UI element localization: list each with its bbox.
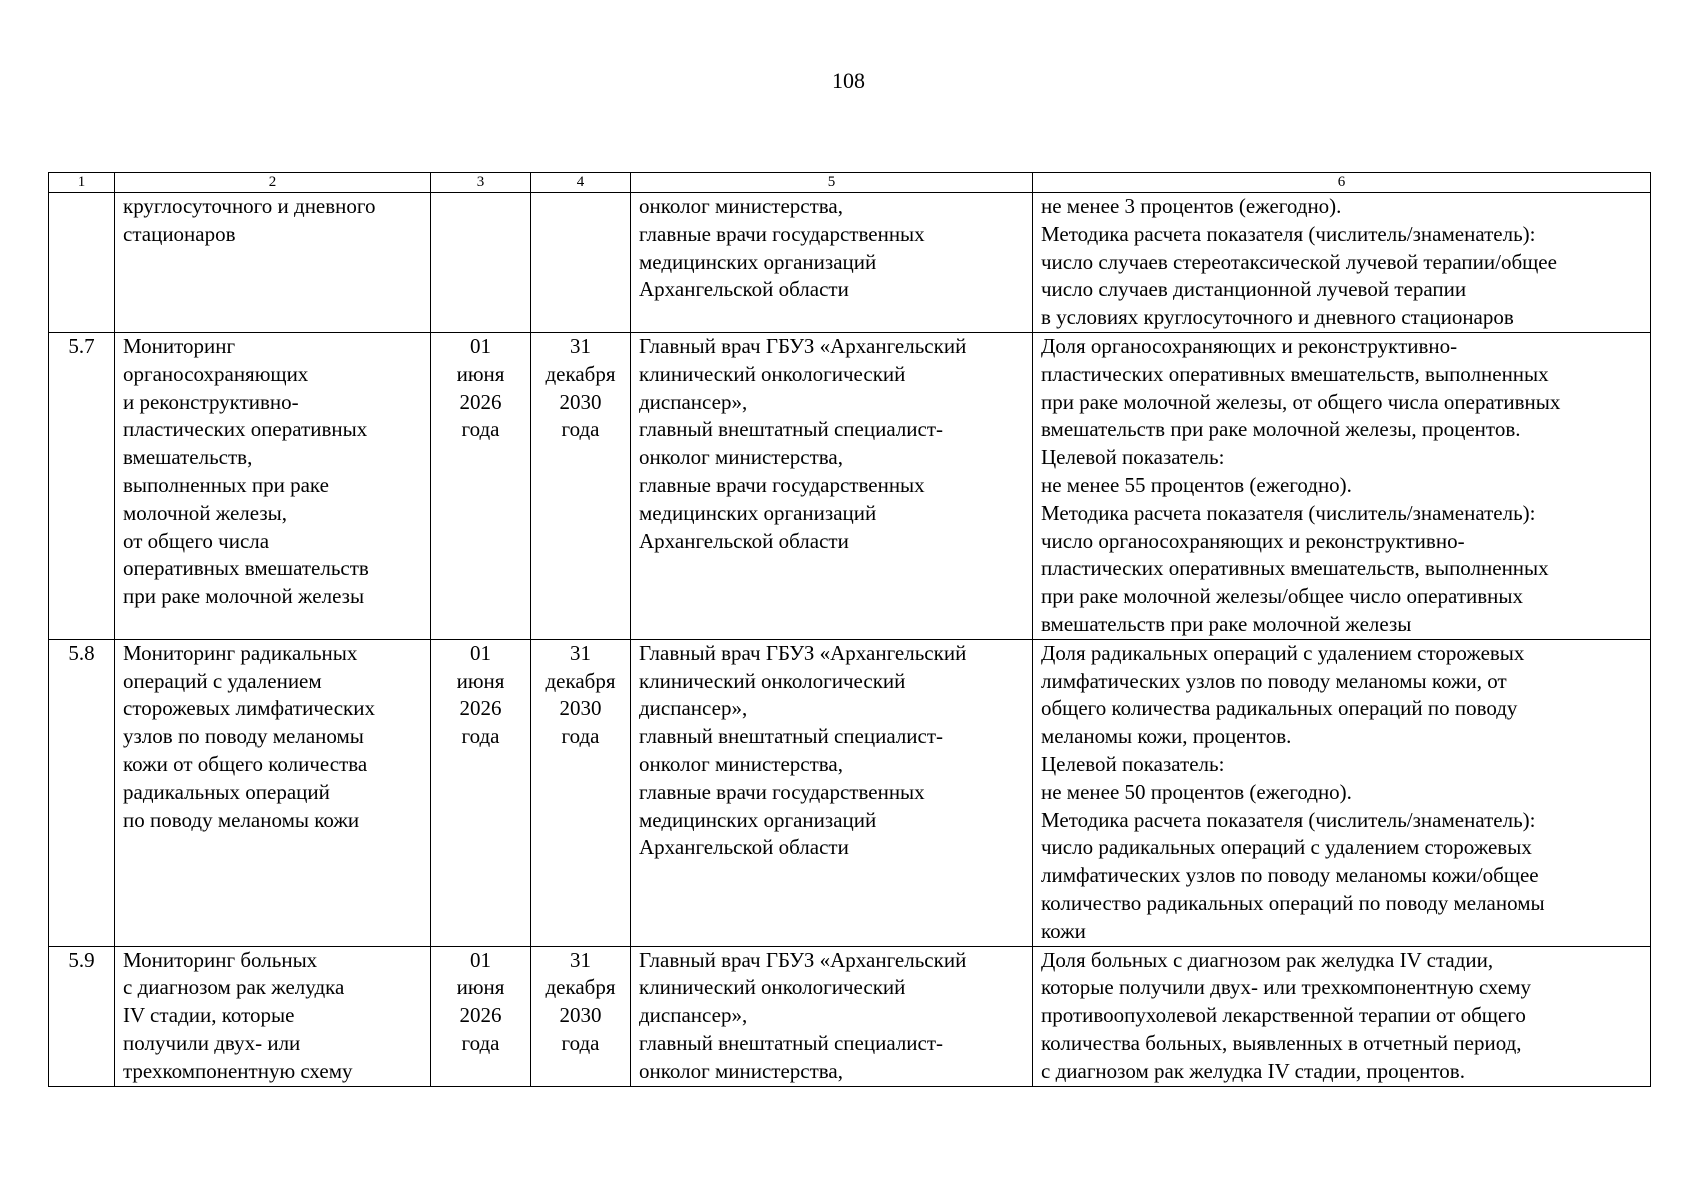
measure-name-line: с диагнозом рак желудка [123,975,345,1000]
indicator-description-line: не менее 55 процентов (ежегодно). [1041,472,1352,497]
responsible-parties-line: диспансер», [639,1003,748,1028]
indicator-description-line: общего количества радикальных операций по поводу [1041,696,1518,721]
end-date-line: декабря [545,668,616,693]
indicator-description-line: количество радикальных операций по поводу меланомы [1041,890,1545,915]
responsible-parties [631,193,1033,333]
indicator-description-line: Целевой показатель: [1041,751,1225,776]
indicator-description-line: Методика расчета показателя (числитель/знаменатель): [1041,807,1536,832]
measure-name-line: от общего числа [123,528,270,553]
end-date-line: 31 [570,640,591,665]
start-date [431,946,531,1086]
measure-name-line: операций с удалением [123,668,322,693]
responsible-parties-line: главные врачи государственных [639,221,925,246]
start-date-line: года [461,417,500,442]
end-date [531,332,631,639]
indicator-description-line: противоопухолевой лекарственной терапии от общего [1041,1003,1526,1028]
indicator-description-line: Целевой показатель: [1041,445,1225,470]
indicator-description-line: с диагнозом рак желудка IV стадии, процентов. [1041,1058,1465,1083]
measure-name-line: получили двух- или [123,1030,301,1055]
measure-name-line: радикальных операций [123,779,330,804]
start-date-line: 2026 [459,389,502,414]
end-date [531,639,631,946]
responsible-parties-line: Главный врач ГБУЗ «Архангельский [639,333,967,358]
column-number: 5 [631,173,1033,193]
measure-name [115,332,431,639]
responsible-parties-line: главные врачи государственных [639,472,925,497]
end-date-line: 31 [570,947,591,972]
indicator-description [1033,332,1651,639]
measure-number [49,193,115,333]
responsible-parties-line: онколог министерства, [639,751,843,776]
measure-number: 5.7 [49,332,115,639]
responsible-parties [631,639,1033,946]
indicator-description-line: при раке молочной железы, от общего числа оперативных [1041,389,1561,414]
page-number: 108 [832,68,865,93]
measure-name [115,193,431,333]
start-date [431,639,531,946]
responsible-parties-line: Главный врач ГБУЗ «Архангельский [639,947,967,972]
end-date [531,946,631,1086]
end-date-line: декабря [545,361,616,386]
start-date-line: июня [456,361,505,386]
responsible-parties [631,946,1033,1086]
responsible-parties-line: диспансер», [639,389,748,414]
indicator-description-line: Доля радикальных операций с удалением сторожевых [1041,640,1525,665]
measure-name [115,639,431,946]
responsible-parties-line: онколог министерства, [639,194,843,218]
measure-name-line: IV стадии, которые [123,1003,295,1028]
indicator-description-line: не менее 50 процентов (ежегодно). [1041,779,1352,804]
column-number: 2 [115,173,431,193]
indicator-description-line: лимфатических узлов по поводу меланомы кожи/общее [1041,863,1539,888]
responsible-parties-line: Архангельской области [639,835,849,860]
measure-name-line: по поводу меланомы кожи [123,807,360,832]
table-row [49,193,1651,333]
measure-name-line: молочной железы, [123,500,288,525]
measure-name-line: вмешательств, [123,445,253,470]
measure-name-line: органосохраняющих [123,361,309,386]
indicator-description-line: вмешательств при раке молочной железы, процентов. [1041,417,1521,442]
column-number: 6 [1033,173,1651,193]
start-date-line: июня [456,975,505,1000]
indicator-description-line: которые получили двух- или трехкомпонентную схему [1041,975,1532,1000]
responsible-parties-line: главные врачи государственных [639,779,925,804]
responsible-parties-line: клинический онкологический [639,975,906,1000]
column-number-row [49,173,1651,193]
responsible-parties-line: медицинских организаций [639,807,877,832]
indicator-description-line: Доля органосохраняющих и реконструктивно- [1041,333,1458,358]
start-date-line: 2026 [459,1003,502,1028]
end-date [531,193,631,333]
column-number: 3 [431,173,531,193]
end-date-line: года [561,417,600,442]
column-number: 1 [49,173,115,193]
indicator-description-line: число органосохраняющих и реконструктивно- [1041,528,1465,553]
start-date-line: года [461,1030,500,1055]
responsible-parties-line: главный внештатный специалист- [639,724,944,749]
measure-name [115,946,431,1086]
indicator-description-line: количества больных, выявленных в отчетный период, [1041,1030,1522,1055]
indicator-description-line: число случаев стереотаксической лучевой терапии/общее [1041,249,1557,274]
indicator-description-line: число радикальных операций с удалением сторожевых [1041,835,1532,860]
indicator-description-line: Доля больных с диагнозом рак желудка IV стадии, [1041,947,1494,972]
start-date-line: 01 [470,333,491,358]
measure-name-line: трехкомпонентную схему [123,1058,353,1083]
measure-number: 5.8 [49,639,115,946]
indicator-description-line: не менее 3 процентов (ежегодно). [1041,194,1342,218]
responsible-parties-line: клинический онкологический [639,668,906,693]
indicator-description-line: лимфатических узлов по поводу меланомы кожи, от [1041,668,1507,693]
responsible-parties-line: Архангельской области [639,277,849,302]
end-date-line: декабря [545,975,616,1000]
table-row [49,946,1651,1086]
responsible-parties-line: Архангельской области [639,528,849,553]
end-date-line: года [561,724,600,749]
measure-name-line: Мониторинг радикальных [123,640,358,665]
measure-name-line: пластических оперативных [123,417,368,442]
measure-name-line: кожи от общего количества [123,751,368,776]
indicator-description-line: пластических оперативных вмешательств, выполненных [1041,556,1549,581]
responsible-parties [631,332,1033,639]
measure-name-line: сторожевых лимфатических [123,696,375,721]
start-date-line: 01 [470,640,491,665]
indicator-description-line: число случаев дистанционной лучевой терапии [1041,277,1467,302]
table-body [49,193,1651,1087]
indicator-description [1033,946,1651,1086]
measure-number: 5.9 [49,946,115,1086]
indicator-description-line: Методика расчета показателя (числитель/знаменатель): [1041,500,1536,525]
responsible-parties-line: клинический онкологический [639,361,906,386]
start-date-line: года [461,724,500,749]
indicator-description [1033,193,1651,333]
measure-name-line: и реконструктивно- [123,389,299,414]
measure-name-line: выполненных при раке [123,472,329,497]
measure-name-line: стационаров [123,221,236,246]
responsible-parties-line: медицинских организаций [639,500,877,525]
measure-name-line: круглосуточного и дневного [123,194,376,218]
table-row [49,332,1651,639]
start-date [431,193,531,333]
start-date [431,332,531,639]
responsible-parties-line: главный внештатный специалист- [639,417,944,442]
responsible-parties-line: онколог министерства, [639,445,843,470]
indicator-description-line: при раке молочной железы/общее число оперативных [1041,584,1523,609]
start-date-line: 01 [470,947,491,972]
indicator-description-line: меланомы кожи, процентов. [1041,724,1292,749]
column-number: 4 [531,173,631,193]
end-date-line: 2030 [559,1003,602,1028]
measures-table [48,172,1651,1087]
indicator-description-line: кожи [1041,918,1086,943]
measure-name-line: оперативных вмешательств [123,556,369,581]
responsible-parties-line: главный внештатный специалист- [639,1030,944,1055]
responsible-parties-line: медицинских организаций [639,249,877,274]
indicator-description-line: Методика расчета показателя (числитель/знаменатель): [1041,221,1536,246]
end-date-line: 2030 [559,696,602,721]
responsible-parties-line: онколог министерства, [639,1058,843,1083]
indicator-description-line: пластических оперативных вмешательств, выполненных [1041,361,1549,386]
start-date-line: июня [456,668,505,693]
responsible-parties-line: диспансер», [639,696,748,721]
table-row [49,639,1651,946]
indicator-description [1033,639,1651,946]
measure-name-line: Мониторинг [123,333,236,358]
measure-name-line: при раке молочной железы [123,584,365,609]
end-date-line: 2030 [559,389,602,414]
start-date-line: 2026 [459,696,502,721]
end-date-line: 31 [570,333,591,358]
measure-name-line: узлов по поводу меланомы [123,724,364,749]
indicator-description-line: вмешательств при раке молочной железы [1041,611,1412,636]
indicator-description-line: в условиях круглосуточного и дневного стационаров [1041,305,1514,330]
responsible-parties-line: Главный врач ГБУЗ «Архангельский [639,640,967,665]
end-date-line: года [561,1030,600,1055]
measure-name-line: Мониторинг больных [123,947,318,972]
